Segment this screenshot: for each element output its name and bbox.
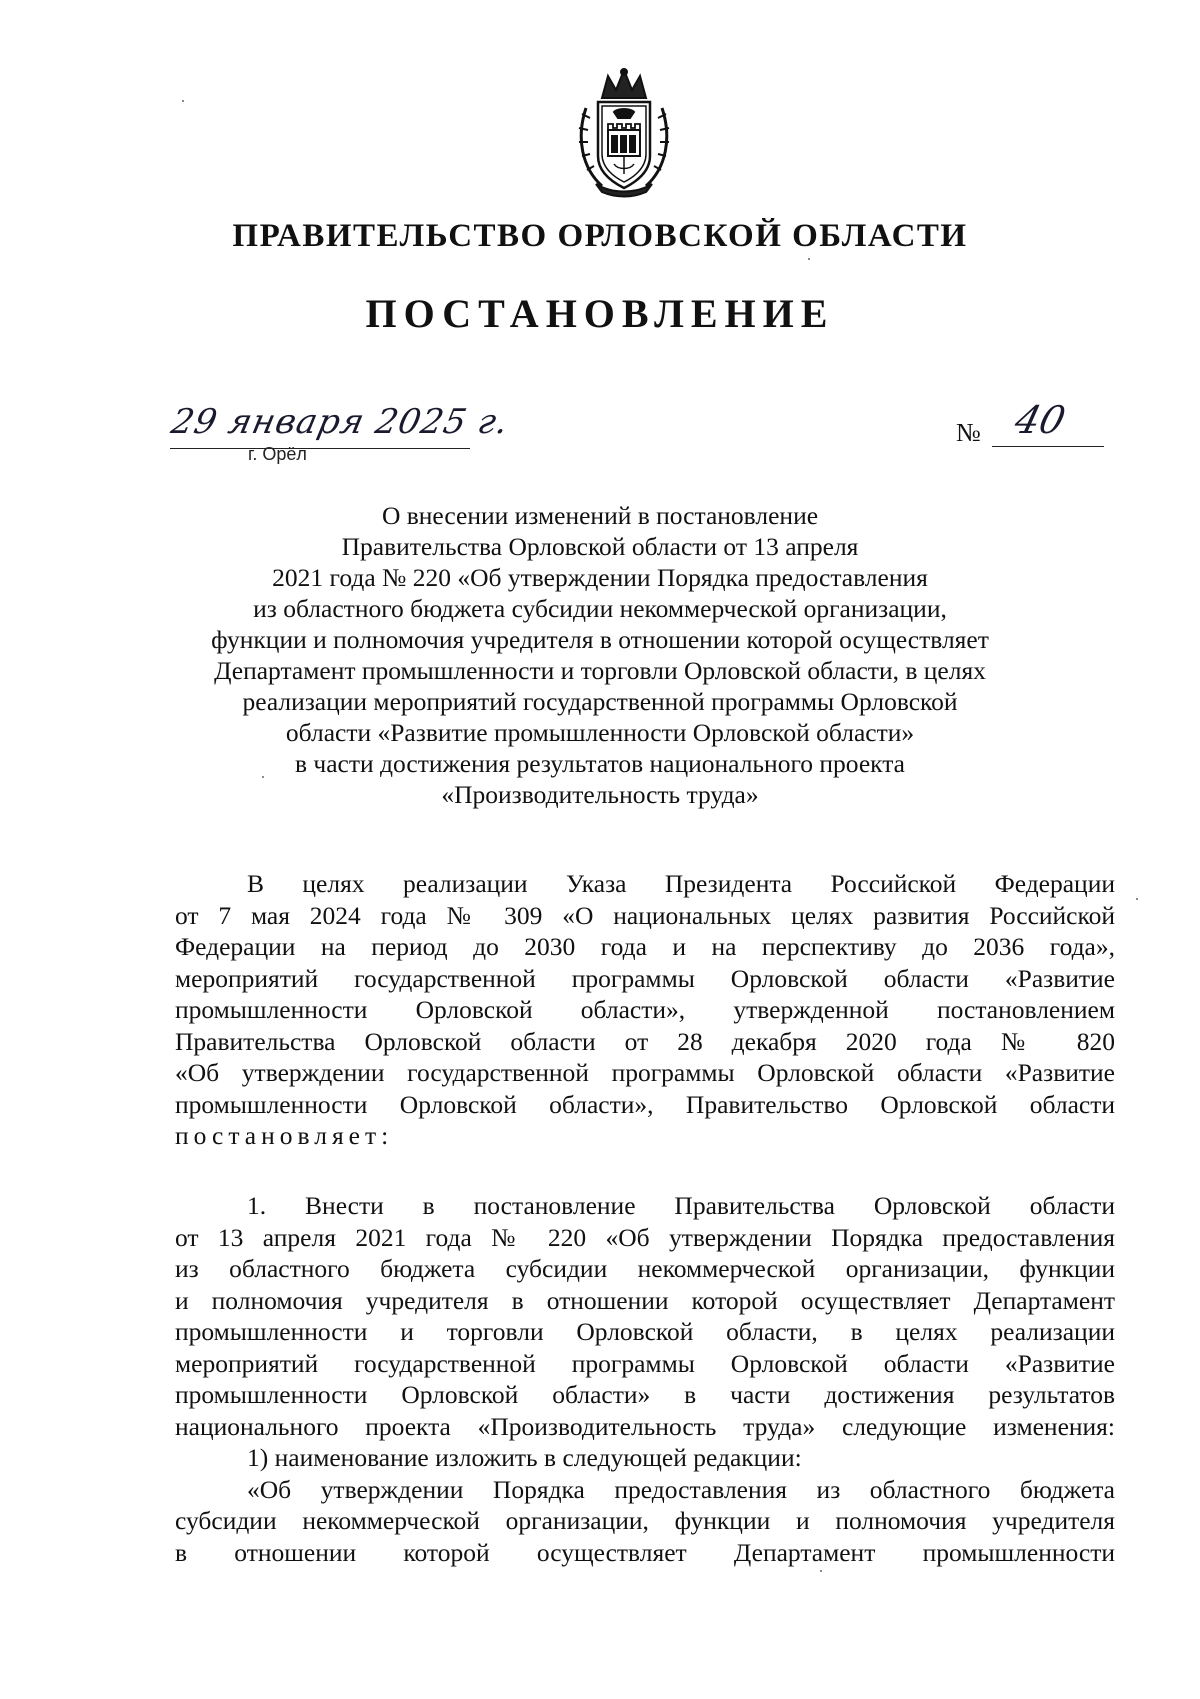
clause-line: промышленности Орловской области» в части достижения результатов (175, 1380, 1115, 1409)
clause-line: от 13 апреля 2021 года № 220 «Об утверждении Порядка предоставления (175, 1222, 1115, 1252)
clause-line: национального проекта «Производительность труда» следующие изменения: (175, 1411, 1115, 1441)
subject-line: Правительства Орловской области от 13 апреля (341, 532, 859, 561)
preamble-paragraph (175, 868, 1115, 1152)
scan-speck (182, 100, 184, 102)
clause-line: и полномочия учредителя в отношении которой осуществляет Департамент (175, 1285, 1115, 1315)
government-title: ПРАВИТЕЛЬСТВО ОРЛОВСКОЙ ОБЛАСТИ (232, 218, 968, 254)
clause-line: промышленности и торговли Орловской области, в целях реализации (175, 1317, 1115, 1346)
subclause-1: 1) наименование изложить в следующей редакции: (247, 1443, 802, 1472)
scan-speck (262, 776, 264, 778)
subject-line: Департамент промышленности и торговли Орловской области, в целях (214, 656, 986, 685)
subject-line: из областного бюджета субсидии некоммерческой организации, (253, 594, 947, 623)
preamble-line: Правительства Орловской области от 28 декабря 2020 года № 820 (175, 1026, 1115, 1056)
scan-speck (820, 1570, 822, 1572)
quote-line: «Об утверждении Порядка предоставления из областного бюджета (247, 1474, 1115, 1504)
subject-line: 2021 года № 220 «Об утверждении Порядка предоставления (272, 563, 928, 592)
preamble-line: промышленности Орловской области», Правительство Орловской области (175, 1089, 1115, 1119)
subject-line: «Производительность труда» (441, 780, 759, 809)
quote-line: в отношении которой осуществляет Департамент промышленности (175, 1537, 1115, 1567)
clause-line: из областного бюджета субсидии некоммерческой организации, функции (175, 1254, 1115, 1283)
subject-line: О внесении изменений в постановление (381, 501, 819, 530)
scan-speck (1136, 898, 1138, 900)
clause-1-paragraph (175, 1190, 1115, 1568)
coat-of-arms-icon (572, 68, 676, 198)
subject-line: области «Развитие промышленности Орловской области» (285, 718, 915, 747)
city-label: г. Орёл (248, 444, 307, 464)
preamble-line: мероприятий государственной программы Орловской области «Развитие (175, 963, 1115, 993)
preamble-line: Федерации на период до 2030 года и на перспективу до 2036 года», (175, 932, 1115, 961)
clause-line: 1. Внести в постановление Правительства Орловской области (247, 1191, 1115, 1220)
preamble-line: от 7 мая 2024 года № 309 «О национальных целях развития Российской (175, 900, 1115, 930)
number-label: № (956, 418, 981, 447)
subject-line: функции и полномочия учредителя в отношении которой осуществляет (211, 625, 989, 654)
resolves-word: постановляет: (175, 1121, 394, 1150)
preamble-line: промышленности Орловской области», утвержденной постановлением (175, 995, 1115, 1024)
clause-line: мероприятий государственной программы Орловской области «Развитие (175, 1348, 1115, 1378)
subject-line: реализации мероприятий государственной программы Орловской (242, 687, 958, 716)
handwritten-number: 40 (1010, 398, 1070, 442)
preamble-line: «Об утверждении государственной программы Орловской области «Развитие (175, 1058, 1115, 1087)
quote-line: субсидии некоммерческой организации, функции и полномочия учредителя (175, 1506, 1115, 1535)
subject-line: в части достижения результатов национального проекта (294, 749, 906, 778)
scan-speck (808, 258, 810, 260)
document-type-title: ПОСТАНОВЛЕНИЕ (365, 291, 835, 336)
handwritten-date: 29 января 2025 г. (167, 402, 513, 442)
preamble-line: В целях реализации Указа Президента Российской Федерации (247, 869, 1115, 898)
resolution-subject (170, 500, 1030, 810)
